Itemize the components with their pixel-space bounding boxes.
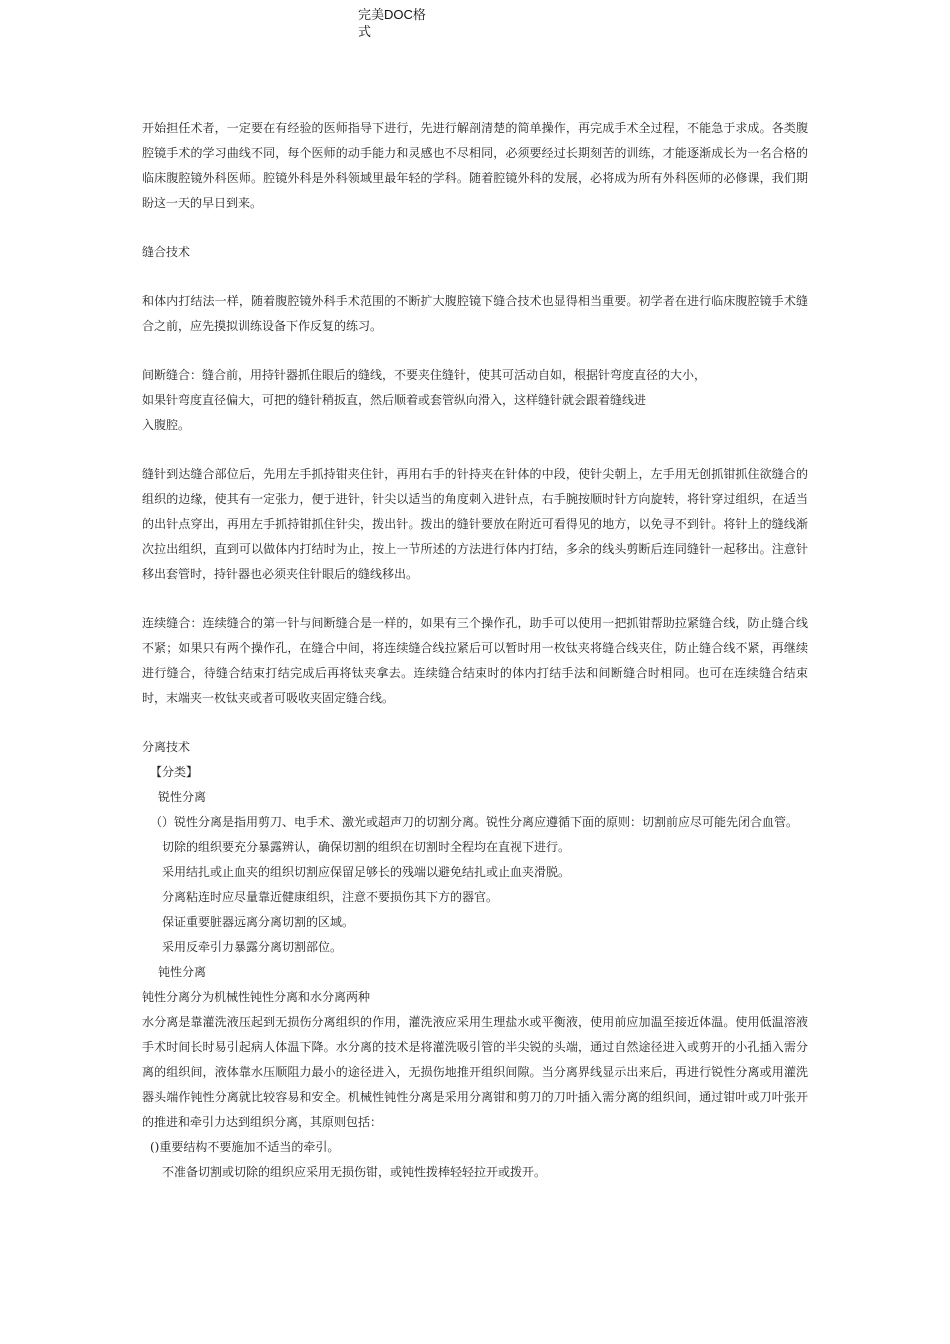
interrupted-suture-line: 入腹腔。: [142, 418, 191, 432]
interrupted-suture-line: 间断缝合：缝合前，用持针器抓住眼后的缝线，不要夹住缝针，使其可活动自如，根据针弯度直径的大小，: [142, 368, 707, 382]
sharp-rule: 采用反牵引力暴露分离切割部位。: [162, 940, 343, 954]
needle-handling-paragraph: 缝针到达缝合部位后，先用左手抓持钳夹住针，再用右手的针持夹在针体的中段，使针尖朝上，左手用无创抓钳抓住欲缝合的组织的边缘，使其有一定张力，便于进针，针尖以适当的角度刺入进针点，右手腕按顺时针方向旋转，将针穿过组织，在适当的出针点穿出，再用左手抓持钳抓住针尖，拨出针。拨出的缝针要放在附近可看得见的地方，以免寻不到针。将针上的缝线渐次拉出组织，直到可以做体内打结时为止，按上一节所述的方法进行体内打结，多余的线头剪断后连同缝针一起移出。注意针移出套管时，持针器也必须夹住针眼后的缝线移出。: [142, 467, 808, 581]
sharp-rule: 切除的组织要充分暴露辨认，确保切割的组织在切割时全程均在直视下进行。: [162, 840, 571, 854]
category-label: 【分类】: [150, 765, 199, 779]
blunt-separation-intro: 钝性分离分为机械性钝性分离和水分离两种: [142, 990, 371, 1004]
blunt-rule: 不准备切割或切除的组织应采用无损伤钳，或钝性拨棒轻轻拉开或拨开。: [162, 1165, 547, 1179]
separation-heading: 分离技术: [142, 740, 191, 754]
header-line-2: 式: [358, 24, 372, 39]
suture-intro-paragraph: 和体内打结法一样，随着腹腔镜外科手术范围的不断扩大腹腔镜下缝合技术也显得相当重要。初学者在进行临床腹腔镜手术缝合之前，应先摸拟训练设备下作反复的练习。: [142, 294, 808, 333]
blunt-separation-heading: 钝性分离: [158, 965, 207, 979]
continuous-suture-paragraph: 连续缝合：连续缝合的第一针与间断缝合是一样的，如果有三个操作孔，助手可以使用一把抓钳帮助拉紧缝合线，防止缝合线不紧；如果只有两个操作孔，在缝合中间，将连续缝合线拉紧后可以暂时用一枚钛夹将缝合线夹住，防止缝合线不紧，再继续进行缝合，待缝合结束打结完成后再将钛夹拿去。连续缝合结束时的体内打结手法和间断缝合时相同。也可在连续缝合结束时，末端夹一枚钛夹或者可吸收夹固定缝合线。: [142, 616, 808, 705]
sharp-rule: 分离粘连时应尽量靠近健康组织，注意不要损伤其下方的器官。: [162, 890, 499, 904]
blunt-separation-paragraph: 水分离是靠灌洗液压起到无损伤分离组织的作用，灌洗液应采用生理盐水或平衡液，使用前应加温至接近体温。使用低温溶液手术时间长时易引起病人体温下降。水分离的技术是将灌洗吸引管的半尖锐的头端，通过自然途径进入或剪开的小孔插入需分离的组织间，液体靠水压顺阻力最小的途径进入，无损伤地推开组织间隙。当分离界线显示出来后，再进行锐性分离或用灌洗器头端作钝性分离就比较容易和安全。机械性钝性分离是采用分离钳和剪刀的刀叶插入需分离的组织间，通过钳叶或刀叶张开的推进和牵引力达到组织分离，其原则包括：: [142, 1015, 808, 1129]
sharp-separation-paragraph: （）锐性分离是指用剪刀、电手术、激光或超声刀的切割分离。锐性分离应遵循下面的原则：切割前应尽可能先闭合血管。: [150, 815, 799, 829]
sharp-separation-heading: 锐性分离: [158, 790, 207, 804]
sharp-rule: 保证重要脏器远离分离切割的区域。: [162, 915, 355, 929]
page-header: [358, 6, 448, 40]
interrupted-suture-line: 如果针弯度直径偏大，可把的缝针稍扳直，然后顺着或套管纵向滑入，这样缝针就会跟着缝线进: [142, 393, 647, 407]
blunt-rule: ()重要结构不要施加不适当的牵引。: [150, 1140, 340, 1154]
suture-heading: 缝合技术: [142, 245, 191, 259]
sharp-rule: 采用结扎或止血夹的组织切割应保留足够长的残端以避免结扎或止血夹滑脱。: [162, 865, 571, 879]
document-body: [142, 116, 808, 1185]
header-line-1: 完美DOC格: [358, 7, 426, 22]
intro-paragraph: 开始担任术者，一定要在有经验的医师指导下进行，先进行解剖清楚的简单操作，再完成手术全过程，不能急于求成。各类腹腔镜手术的学习曲线不同，每个医师的动手能力和灵感也不尽相同，必须要经过长期刻苦的训练，才能逐渐成长为一名合格的临床腹腔镜外科医师。腔镜外科是外科领域里最年轻的学科。随着腔镜外科的发展，必将成为所有外科医师的必修课，我们期盼这一天的早日到来。: [142, 121, 808, 210]
